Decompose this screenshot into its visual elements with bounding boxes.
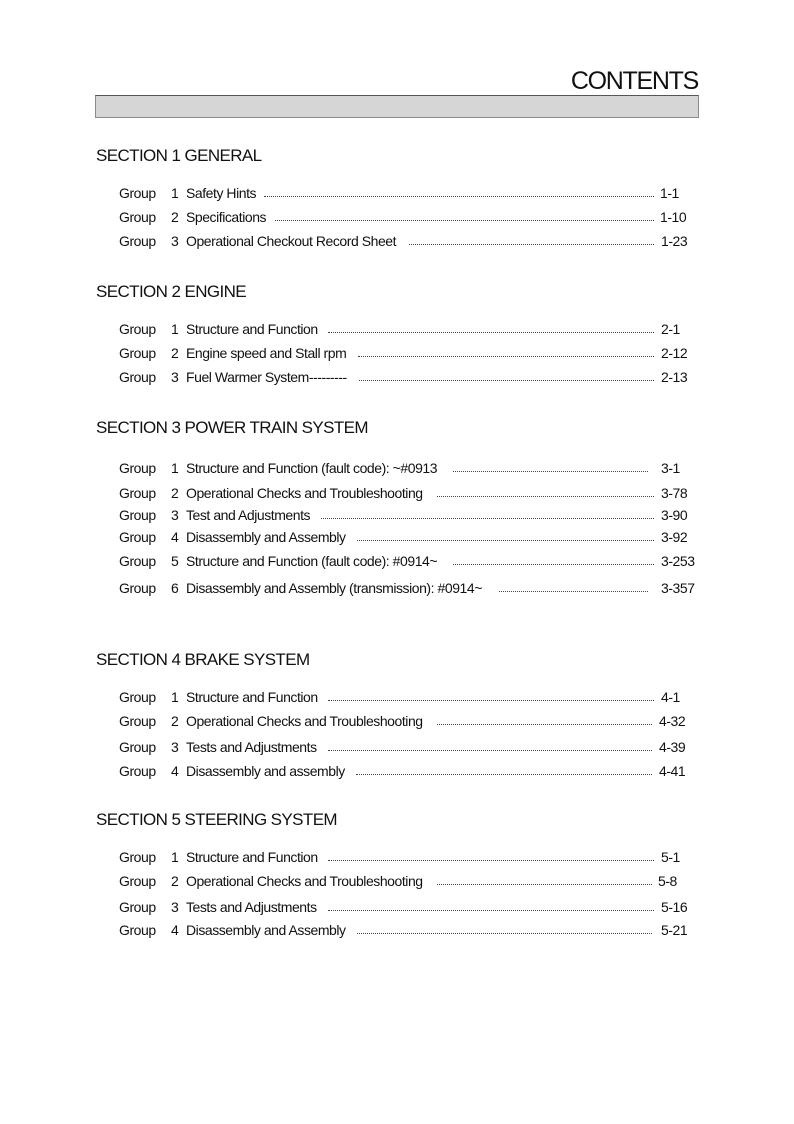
dot-leader: [437, 496, 654, 497]
dot-leader: [357, 540, 654, 541]
group-number: 1: [171, 185, 179, 201]
group-label: Group: [119, 529, 156, 545]
entry-title: Fuel Warmer System---------: [186, 369, 347, 385]
toc-entry: [119, 579, 719, 597]
page-number: 5-1: [661, 849, 680, 865]
dot-leader: [409, 244, 654, 245]
group-number: 2: [171, 345, 179, 361]
toc-entry: [119, 848, 719, 866]
section-heading: SECTION 4 BRAKE SYSTEM: [96, 650, 310, 669]
group-label: Group: [119, 460, 156, 476]
group-number: 2: [171, 209, 179, 225]
section-heading: SECTION 2 ENGINE: [96, 282, 247, 301]
dot-leader: [321, 518, 654, 519]
entry-title: Disassembly and Assembly: [186, 529, 346, 545]
page-number: 3-253: [661, 553, 695, 569]
entry-title: Engine speed and Stall rpm: [186, 345, 347, 361]
entry-title: Disassembly and Assembly: [186, 922, 346, 938]
group-number: 3: [171, 507, 179, 523]
dot-leader: [328, 910, 654, 911]
dot-leader: [453, 471, 648, 472]
dot-leader: [264, 196, 654, 197]
group-number: 3: [171, 369, 179, 385]
entry-title: Tests and Adjustments: [186, 739, 317, 755]
group-number: 2: [171, 485, 179, 501]
group-label: Group: [119, 763, 156, 779]
toc-entry: [119, 208, 719, 226]
page-number: 3-1: [661, 460, 680, 476]
group-label: Group: [119, 553, 156, 569]
group-label: Group: [119, 739, 156, 755]
page-number: 3-78: [661, 485, 688, 501]
group-number: 2: [171, 873, 179, 889]
page-number: 2-13: [661, 369, 688, 385]
group-label: Group: [119, 580, 156, 596]
toc-entry: [119, 344, 719, 362]
entry-title: Structure and Function: [186, 849, 318, 865]
dot-leader: [328, 860, 654, 861]
group-label: Group: [119, 689, 156, 705]
entry-title: Operational Checks and Troubleshooting: [186, 873, 423, 889]
toc-entry: [119, 738, 719, 756]
toc-entry: [119, 552, 719, 570]
group-label: Group: [119, 345, 156, 361]
group-label: Group: [119, 233, 156, 249]
dot-leader: [328, 332, 654, 333]
dot-leader: [328, 700, 654, 701]
page-number: 4-41: [659, 763, 686, 779]
dot-leader: [275, 220, 654, 221]
group-number: 4: [171, 529, 179, 545]
page-number: 3-92: [661, 529, 688, 545]
group-number: 1: [171, 321, 179, 337]
page-number: 5-8: [658, 873, 677, 889]
group-number: 3: [171, 899, 179, 915]
section-heading: SECTION 1 GENERAL: [96, 146, 262, 165]
page-number: 1-1: [660, 185, 679, 201]
dot-leader: [437, 884, 652, 885]
group-label: Group: [119, 873, 156, 889]
dot-leader: [499, 591, 648, 592]
toc-entry: [119, 506, 719, 524]
entry-title: Disassembly and Assembly (transmission): #0914~: [186, 580, 482, 596]
page-number: 4-32: [659, 713, 686, 729]
toc-entry: [119, 320, 719, 338]
group-number: 1: [171, 849, 179, 865]
group-label: Group: [119, 713, 156, 729]
toc-entry: [119, 184, 719, 202]
toc-entry: [119, 762, 719, 780]
page-number: 5-21: [661, 922, 688, 938]
dot-leader: [328, 750, 652, 751]
dot-leader: [357, 933, 652, 934]
dot-leader: [356, 774, 652, 775]
title-bar: [95, 95, 699, 118]
dot-leader: [358, 356, 654, 357]
page-number: 4-1: [661, 689, 680, 705]
group-label: Group: [119, 185, 156, 201]
page-number: 5-16: [661, 899, 688, 915]
page-number: 2-1: [661, 321, 680, 337]
dot-leader: [359, 380, 654, 381]
toc-entry: [119, 898, 719, 916]
group-label: Group: [119, 922, 156, 938]
toc-entry: [119, 688, 719, 706]
entry-title: Safety Hints: [186, 185, 257, 201]
group-number: 6: [171, 580, 179, 596]
toc-entry: [119, 712, 719, 730]
group-number: 2: [171, 713, 179, 729]
group-number: 4: [171, 763, 179, 779]
group-number: 3: [171, 233, 179, 249]
group-number: 1: [171, 689, 179, 705]
page-number: 2-12: [661, 345, 688, 361]
toc-entry: [119, 459, 719, 477]
entry-title: Operational Checks and Troubleshooting: [186, 485, 423, 501]
group-label: Group: [119, 369, 156, 385]
group-label: Group: [119, 507, 156, 523]
group-number: 5: [171, 553, 179, 569]
page-number: 1-23: [661, 233, 688, 249]
page-number: 4-39: [659, 739, 686, 755]
toc-entry: [119, 528, 719, 546]
toc-entry: [119, 872, 719, 890]
entry-title: Structure and Function: [186, 689, 318, 705]
entry-title: Test and Adjustments: [186, 507, 311, 523]
entry-title: Operational Checks and Troubleshooting: [186, 713, 423, 729]
group-label: Group: [119, 321, 156, 337]
dot-leader: [437, 724, 652, 725]
toc-entry: [119, 921, 719, 939]
toc-entry: [119, 484, 719, 502]
entry-title: Structure and Function (fault code): ~#0913: [186, 460, 438, 476]
section-heading: SECTION 3 POWER TRAIN SYSTEM: [96, 418, 368, 437]
group-label: Group: [119, 899, 156, 915]
group-number: 3: [171, 739, 179, 755]
group-label: Group: [119, 485, 156, 501]
toc-entry: [119, 368, 719, 386]
group-number: 4: [171, 922, 179, 938]
group-label: Group: [119, 209, 156, 225]
group-label: Group: [119, 849, 156, 865]
page-number: 1-10: [660, 209, 687, 225]
page-title: CONTENTS: [570, 67, 698, 95]
entry-title: Operational Checkout Record Sheet: [186, 233, 397, 249]
toc-entry: [119, 232, 719, 250]
entry-title: Tests and Adjustments: [186, 899, 317, 915]
group-number: 1: [171, 460, 179, 476]
entry-title: Structure and Function (fault code): #0914~: [186, 553, 438, 569]
entry-title: Disassembly and assembly: [186, 763, 345, 779]
section-heading: SECTION 5 STEERING SYSTEM: [96, 810, 337, 829]
dot-leader: [453, 564, 654, 565]
entry-title: Specifications: [186, 209, 267, 225]
page-number: 3-357: [661, 580, 695, 596]
entry-title: Structure and Function: [186, 321, 318, 337]
page-number: 3-90: [661, 507, 688, 523]
